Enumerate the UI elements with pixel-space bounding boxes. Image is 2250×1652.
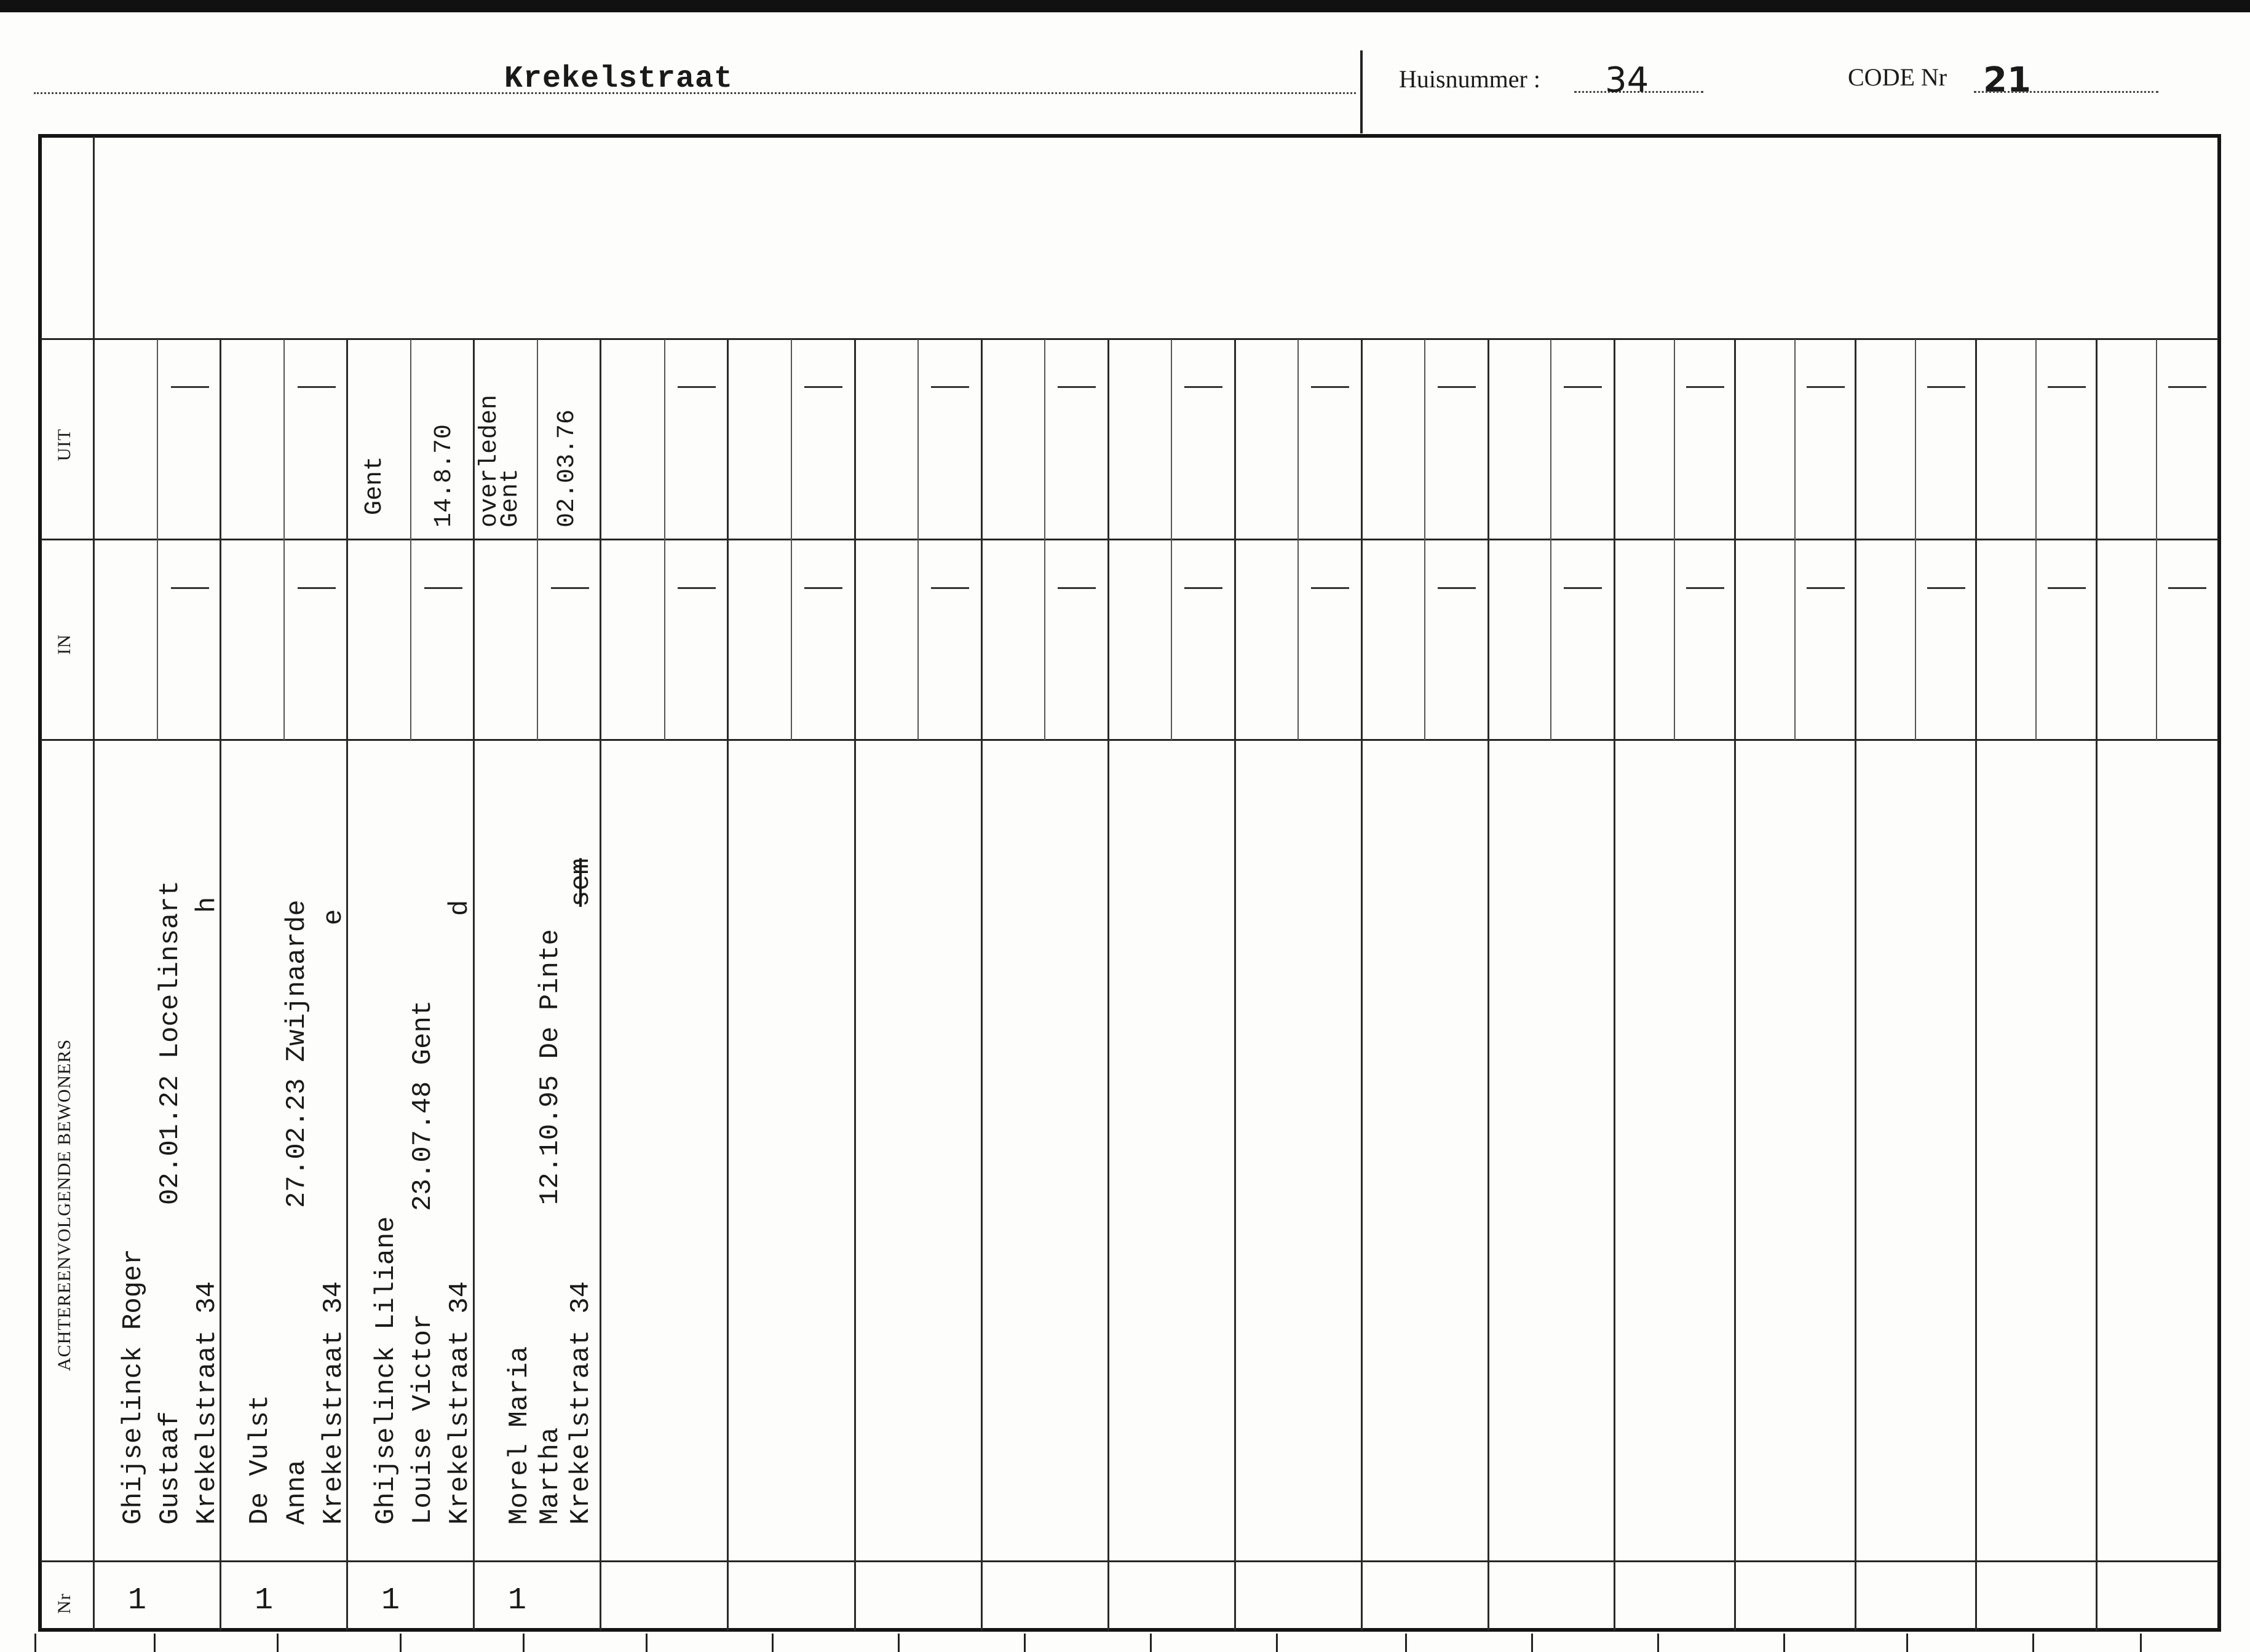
edge-tick xyxy=(772,1634,774,1652)
resident-4-out-date: 02.03.76 xyxy=(553,409,581,528)
blank-dash xyxy=(1927,587,1965,589)
uit-label: UIT xyxy=(54,429,74,461)
resident-3-birth: 23.07.48 Gent xyxy=(408,1000,438,1211)
blank-dash xyxy=(1438,587,1476,589)
residents-label: ACHTEREENVOLGENDE BEWONERS xyxy=(54,1038,74,1371)
edge-tick xyxy=(523,1634,525,1652)
column-divider xyxy=(1975,339,1977,1630)
resident-4-given: Martha xyxy=(535,1427,566,1525)
column-divider xyxy=(1234,339,1236,1630)
resident-3-code: d xyxy=(445,899,475,916)
resident-3-nr: 1 xyxy=(381,1583,400,1618)
blank-dash xyxy=(1927,386,1965,388)
blank-dash xyxy=(804,587,842,589)
resident-4-nr: 1 xyxy=(508,1583,527,1618)
resident-3-given: Louise Victor xyxy=(408,1313,438,1525)
house-number-value: 34 xyxy=(1605,60,1649,100)
column-divider xyxy=(1614,339,1615,1630)
column-divider xyxy=(1361,339,1363,1630)
resident-2-code: e xyxy=(319,909,349,925)
sub-column-divider xyxy=(1550,339,1551,740)
column-divider xyxy=(727,339,729,1630)
resident-4-out-place: overleden Gent xyxy=(476,394,525,528)
sub-column-divider xyxy=(917,339,919,740)
blank-dash xyxy=(1564,587,1602,589)
blank-dash xyxy=(1686,587,1724,589)
resident-3-out-date: 14.8.70 xyxy=(430,424,458,528)
edge-tick xyxy=(1024,1634,1026,1652)
sub-column-divider xyxy=(1915,339,1916,740)
sub-column-divider xyxy=(410,339,411,740)
resident-1-address: Krekelstraat 34 xyxy=(192,1281,223,1525)
edge-tick xyxy=(1276,1634,1278,1652)
resident-4-code: sem xyxy=(566,858,596,907)
blank-dash xyxy=(2168,386,2206,388)
sub-column-divider xyxy=(2156,339,2157,740)
sub-column-divider xyxy=(283,339,285,740)
sub-column-divider xyxy=(664,339,665,740)
resident-2-given: Anna xyxy=(282,1460,312,1525)
blank-dash xyxy=(171,587,209,589)
edge-tick xyxy=(1531,1634,1533,1652)
blank-dash xyxy=(678,587,716,589)
label-column-divider xyxy=(93,136,95,1630)
column-divider xyxy=(1107,339,1109,1630)
scan-top-edge xyxy=(0,0,2250,12)
blank-dash xyxy=(2048,386,2086,388)
edge-tick xyxy=(898,1634,900,1652)
edge-tick xyxy=(2032,1634,2034,1652)
blank-dash xyxy=(1807,587,1845,589)
in-label: IN xyxy=(54,634,74,655)
sub-column-divider xyxy=(1424,339,1425,740)
blank-dash xyxy=(931,587,969,589)
street-name: Krekelstraat xyxy=(504,61,734,97)
sub-column-divider xyxy=(2035,339,2037,740)
in-top-line xyxy=(41,539,2219,540)
edge-tick xyxy=(1783,1634,1785,1652)
blank-dash xyxy=(298,587,336,589)
resident-1-code: h xyxy=(192,896,223,913)
blank-dash xyxy=(424,587,462,589)
resident-1-given: Gustaaf xyxy=(155,1411,186,1525)
blank-dash xyxy=(2168,587,2206,589)
resident-2-birth: 27.02.23 Zwijnaarde xyxy=(282,899,312,1208)
edge-tick xyxy=(34,1634,36,1652)
edge-tick xyxy=(154,1634,156,1652)
sub-column-divider xyxy=(1794,339,1796,740)
blank-dash xyxy=(1438,386,1476,388)
blank-dash xyxy=(298,386,336,388)
resident-1-surname: Ghijselinck Roger xyxy=(118,1249,149,1525)
edge-tick xyxy=(2140,1634,2142,1652)
sub-column-divider xyxy=(537,339,538,740)
column-divider xyxy=(1487,339,1489,1630)
blank-dash xyxy=(1058,386,1096,388)
blank-dash xyxy=(1184,587,1222,589)
column-divider xyxy=(1734,339,1736,1630)
edge-tick xyxy=(1150,1634,1152,1652)
blank-dash xyxy=(1807,386,1845,388)
resident-2-surname: De Vulst xyxy=(245,1394,275,1525)
blank-dash xyxy=(1311,386,1349,388)
house-number-label: Huisnummer : xyxy=(1399,65,1540,93)
column-divider xyxy=(1855,339,1856,1630)
column-divider xyxy=(981,339,983,1630)
resident-1-nr: 1 xyxy=(128,1583,147,1618)
blank-dash xyxy=(171,386,209,388)
resident-2-nr: 1 xyxy=(255,1583,274,1618)
blank-dash xyxy=(2048,587,2086,589)
edge-tick xyxy=(1906,1634,1908,1652)
resident-1-birth: 02.01.22 Locelinsart xyxy=(155,880,186,1205)
resident-3-address: Krekelstraat 34 xyxy=(445,1281,475,1525)
nr-label: Nr xyxy=(54,1593,74,1614)
code-label: CODE Nr xyxy=(1848,63,1947,91)
sub-column-divider xyxy=(1044,339,1045,740)
column-divider xyxy=(854,339,856,1630)
blank-dash xyxy=(1564,386,1602,388)
code-dotted-line xyxy=(1974,91,2158,93)
resident-3-out-place: Gent xyxy=(361,456,389,515)
blank-dash xyxy=(804,386,842,388)
edge-tick xyxy=(646,1634,648,1652)
sub-column-divider xyxy=(1674,339,1675,740)
sub-column-divider xyxy=(1171,339,1172,740)
nr-top-line xyxy=(41,1560,2219,1562)
column-divider xyxy=(2096,339,2097,1630)
blank-dash xyxy=(551,587,589,589)
sub-column-divider xyxy=(791,339,792,740)
resident-4-birth: 12.10.95 De Pinte xyxy=(535,929,566,1205)
residents-top-line xyxy=(41,739,2219,741)
blank-dash xyxy=(1184,386,1222,388)
edge-tick xyxy=(400,1634,402,1652)
form-frame xyxy=(38,134,2221,1632)
edge-tick xyxy=(277,1634,279,1652)
edge-tick xyxy=(1405,1634,1407,1652)
uit-top-line xyxy=(41,338,2219,340)
blank-dash xyxy=(1058,587,1096,589)
resident-2-address: Krekelstraat 34 xyxy=(319,1281,349,1525)
blank-dash xyxy=(1311,587,1349,589)
header-separator xyxy=(1360,50,1363,133)
resident-3-surname: Ghijselinck Liliane xyxy=(371,1216,402,1525)
blank-dash xyxy=(678,386,716,388)
sub-column-divider xyxy=(157,339,158,740)
code-value: 21 xyxy=(1983,60,2031,100)
resident-4-surname: Morel Maria xyxy=(504,1346,535,1525)
column-divider xyxy=(600,339,601,1630)
edge-tick xyxy=(1657,1634,1659,1652)
blank-dash xyxy=(931,386,969,388)
sub-column-divider xyxy=(1297,339,1299,740)
resident-4-address: Krekelstraat 34 xyxy=(566,1281,596,1525)
blank-dash xyxy=(1686,386,1724,388)
